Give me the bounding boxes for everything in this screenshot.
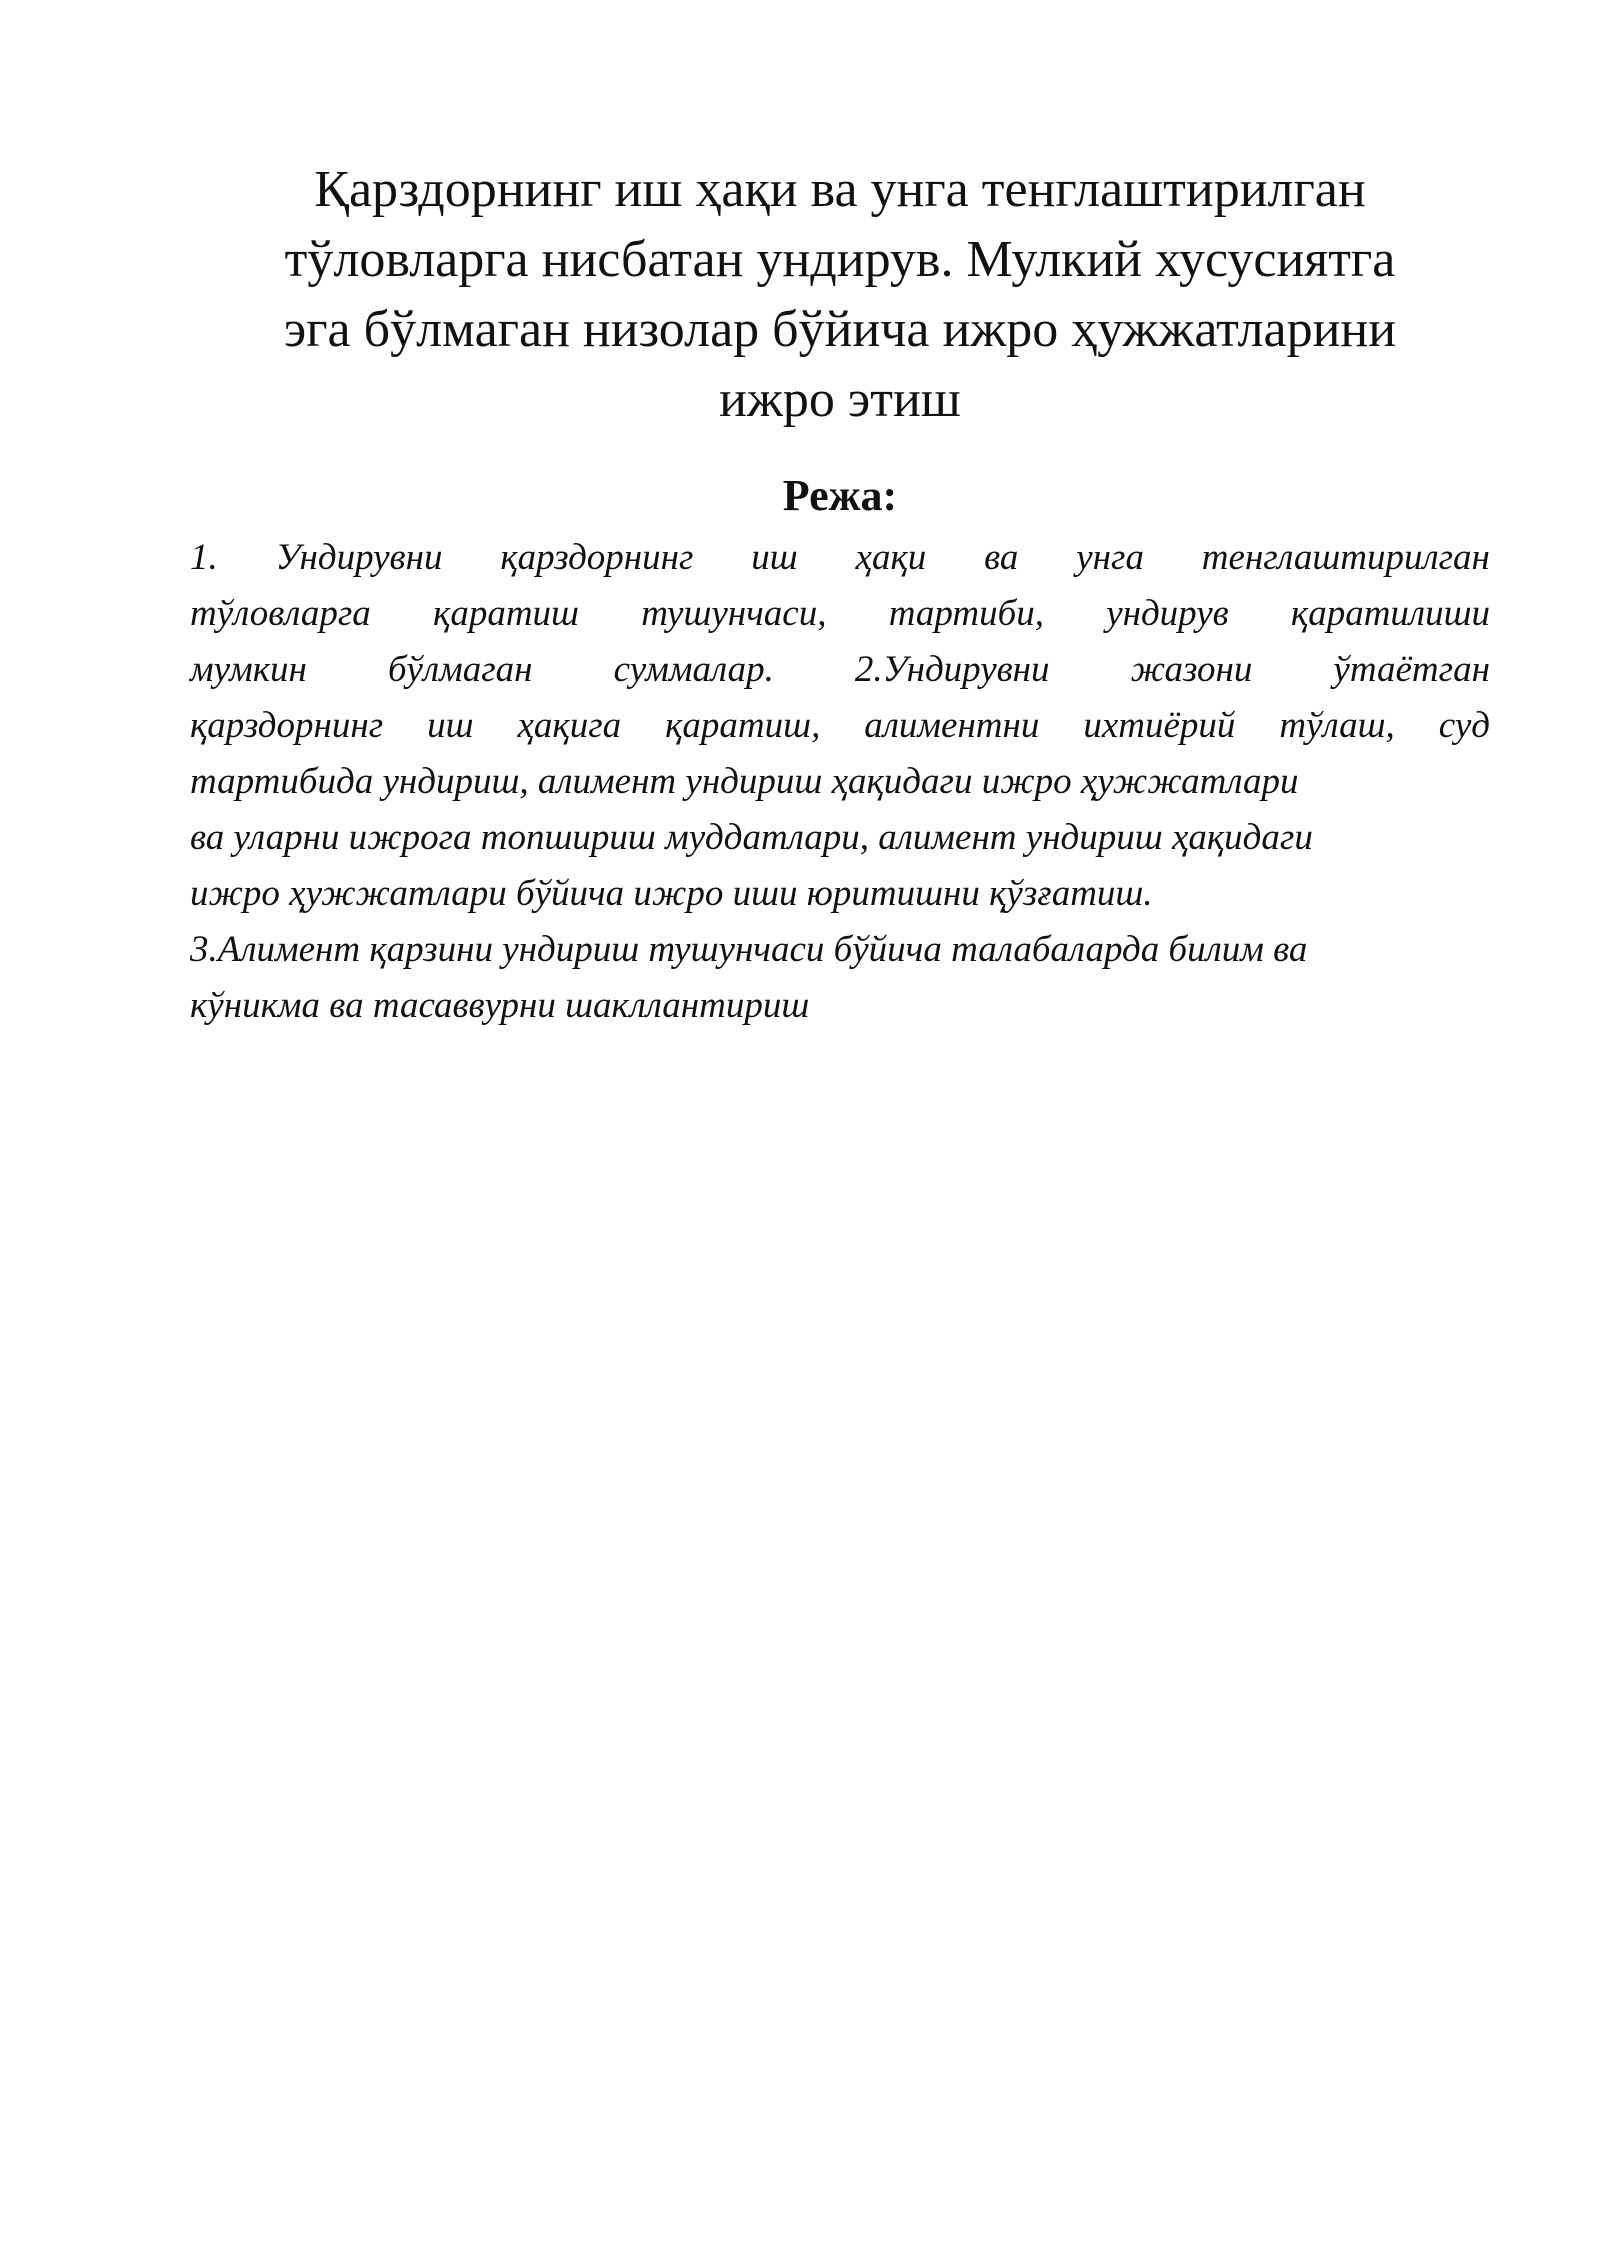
- plan-word: бўлмаган: [387, 649, 533, 690]
- plan-word: тўловларга: [190, 593, 371, 634]
- title-line: тўловларга нисбатан ундирув. Мулкий хусусиятга: [284, 231, 1396, 288]
- plan-word: ўтаётган: [1333, 649, 1490, 690]
- plan-word: тенглаштирилган: [1201, 537, 1490, 578]
- title-line: эга бўлмаган низолар бўйича ижро ҳужжатларини: [283, 301, 1397, 358]
- document-title: [190, 155, 1490, 435]
- plan-word: жазони: [1130, 649, 1253, 690]
- plan-word: унга: [1076, 537, 1144, 578]
- plan-line: тартибида ундириш, алимент ундириш ҳақидаги ижро ҳужжатлари: [190, 761, 1299, 802]
- plan-body: [190, 530, 1490, 1034]
- plan-word: қаратиш: [433, 593, 579, 634]
- plan-line: [190, 530, 1490, 586]
- plan-word: суд: [1438, 705, 1490, 746]
- plan-line: [190, 698, 1490, 754]
- plan-word: ундирув: [1106, 593, 1229, 634]
- plan-word: тушунчаси,: [641, 593, 827, 634]
- plan-word: ва: [984, 537, 1019, 578]
- plan-word: иш: [427, 705, 474, 746]
- plan-word: 2.Ундирувни: [854, 649, 1050, 690]
- plan-word: алиментни: [864, 705, 1040, 746]
- title-line: ижро этиш: [719, 371, 961, 428]
- plan-word: иш: [751, 537, 798, 578]
- plan-word: қаратилиши: [1290, 593, 1490, 634]
- plan-word: тўлаш,: [1279, 705, 1395, 746]
- plan-word: ҳақи: [855, 537, 927, 578]
- plan-line: 3.Алимент қарзини ундириш тушунчаси бўйича талабаларда билим ва: [190, 929, 1308, 970]
- plan-word: Ундирувни: [275, 537, 443, 578]
- plan-line: кўникма ва тасаввурни шакллантириш: [190, 985, 810, 1026]
- plan-line: [190, 586, 1490, 642]
- plan-word: мумкин: [190, 649, 307, 690]
- plan-word: тартиби,: [888, 593, 1044, 634]
- plan-line: ва уларни ижрога топшириш муддатлари, алимент ундириш ҳақидаги: [190, 817, 1313, 858]
- plan-word: ҳақига: [517, 705, 622, 746]
- plan-word: ихтиёрий: [1083, 705, 1236, 746]
- title-line: Қарздорнинг иш ҳақи ва унга тенглаштирилган: [314, 161, 1366, 218]
- plan-word: қарздорнинг: [500, 537, 694, 578]
- plan-line: ижро ҳужжатлари бўйича ижро иши юритишни қўзғатиш.: [190, 873, 1153, 914]
- plan-word: қаратиш,: [665, 705, 821, 746]
- plan-line: [190, 642, 1490, 698]
- plan-word: суммалар.: [613, 649, 774, 690]
- plan-word: қарздорнинг: [190, 705, 384, 746]
- plan-heading: Режа:: [782, 471, 898, 520]
- plan-word: 1.: [190, 537, 218, 578]
